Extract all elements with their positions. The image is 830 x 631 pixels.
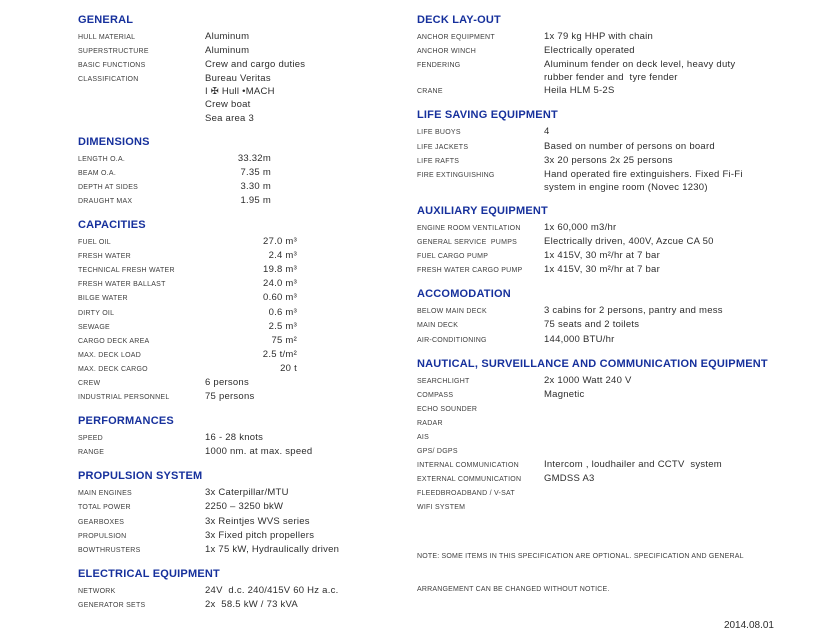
spec-label: ANCHOR EQUIPMENT — [417, 34, 495, 41]
section-capacities — [78, 219, 410, 404]
spec-row — [417, 263, 819, 277]
spec-value — [544, 263, 660, 276]
spec-row — [78, 598, 410, 612]
spec-value — [205, 44, 249, 57]
spec-value-line: 24V d.c. 240/415V 60 Hz a.c. — [205, 584, 339, 596]
spec-value — [205, 529, 314, 542]
spec-value-line: system in engine room (Novec 1230) — [544, 181, 708, 193]
spec-value — [544, 458, 722, 471]
spec-row — [417, 458, 819, 472]
spec-label: INDUSTRIAL PERSONNEL — [78, 394, 170, 402]
spec-label: TECHNICAL FRESH WATER — [78, 267, 175, 275]
section-life-saving — [417, 109, 819, 193]
spec-label: SEARCHLIGHT — [417, 377, 470, 385]
spec-row — [417, 374, 819, 388]
spec-value — [205, 277, 297, 290]
spec-label: BILGE WATER — [78, 295, 128, 303]
spec-value — [544, 44, 635, 57]
spec-value — [544, 168, 743, 194]
spec-row — [417, 472, 819, 486]
spec-row — [78, 44, 410, 58]
spec-value — [205, 58, 305, 71]
spec-row — [78, 180, 410, 194]
spec-value — [544, 388, 585, 401]
spec-value-line: Crew and cargo duties — [205, 59, 306, 71]
section-propulsion — [78, 470, 410, 556]
spec-row — [78, 486, 410, 500]
spec-value-line: Aluminum fender on deck level, heavy duty — [544, 59, 736, 71]
spec-value — [544, 221, 616, 234]
spec-label: MAIN DECK — [417, 322, 459, 330]
spec-value — [205, 180, 271, 193]
spec-row — [417, 388, 819, 402]
spec-label: FUEL CARGO PUMP — [417, 253, 489, 261]
spec-value — [205, 72, 275, 124]
spec-label: ENGINE ROOM VENTILATION — [417, 224, 521, 232]
spec-label: SUPERSTRUCTURE — [78, 48, 149, 56]
section-deck-layout — [417, 14, 819, 98]
spec-value-line: 2.5 m³ — [268, 320, 297, 332]
spec-value — [205, 152, 271, 165]
section-title-capacities: CAPACITIES — [78, 219, 146, 232]
spec-value-line: GMDSS A3 — [544, 473, 595, 485]
section-general — [78, 14, 410, 125]
spec-value — [205, 486, 289, 499]
section-title-nautical: NAUTICAL, SURVEILLANCE AND COMMUNICATION EQUIPMENT — [417, 357, 768, 370]
spec-row — [78, 277, 410, 291]
spec-row — [417, 430, 819, 444]
spec-row — [417, 333, 819, 347]
spec-value-line: 1x 75 kW, Hydraulically driven — [205, 543, 340, 555]
section-title-auxiliary: AUXILIARY EQUIPMENT — [417, 204, 548, 217]
spec-value-line: 2.5 t/m² — [262, 348, 297, 360]
spec-label: FIRE EXTINGUISHING — [417, 171, 495, 179]
spec-value-line: Aluminum — [205, 31, 250, 42]
spec-label: INTERNAL COMMUNICATION — [417, 462, 519, 470]
spec-row — [417, 44, 819, 58]
spec-label: CLASSIFICATION — [78, 76, 139, 84]
spec-label: AIR-CONDITIONING — [417, 336, 487, 344]
spec-label: GENERAL SERVICE PUMPS — [417, 239, 518, 247]
spec-value — [544, 140, 715, 153]
spec-label: TOTAL POWER — [78, 504, 131, 512]
spec-row — [78, 235, 410, 249]
spec-row — [417, 84, 819, 98]
spec-value-line: 75 persons — [205, 391, 255, 403]
spec-value — [544, 249, 660, 262]
spec-row — [417, 30, 819, 44]
spec-label: GENERATOR SETS — [78, 601, 146, 609]
section-title-deck-layout: DECK LAY-OUT — [417, 14, 501, 26]
spec-label: BASIC FUNCTIONS — [78, 62, 146, 70]
spec-value-line: 1x 415V, 30 m²/hr at 7 bar — [544, 250, 660, 262]
section-title-propulsion: PROPULSION SYSTEM — [78, 470, 203, 483]
spec-label: FRESH WATER BALLAST — [78, 281, 166, 289]
spec-value-line: 0.6 m³ — [268, 306, 297, 318]
spec-label: SPEED — [78, 435, 103, 443]
spec-value — [205, 263, 297, 276]
spec-value — [544, 333, 615, 346]
spec-label: HULL MATERIAL — [78, 34, 136, 41]
left-column — [78, 14, 410, 623]
section-title-accomodation: ACCOMODATION — [417, 288, 511, 301]
spec-value-line: Electrically operated — [544, 45, 635, 57]
spec-value-line: Heila HLM 5-2S — [544, 85, 615, 97]
spec-row — [78, 500, 410, 514]
spec-row — [78, 431, 410, 445]
spec-value-line: 1.95 m — [240, 194, 271, 206]
spec-row — [417, 402, 819, 416]
spec-row — [78, 390, 410, 404]
spec-label: MAX. DECK LOAD — [78, 351, 142, 359]
spec-row — [78, 263, 410, 277]
spec-row — [78, 194, 410, 208]
note-line-1: NOTE: SOME ITEMS IN THIS SPECIFICATION ARE OPTIONAL. SPECIFICATION AND GENERAL — [417, 552, 744, 560]
spec-value-line: 3x Reintjes WVS series — [205, 515, 310, 527]
spec-value-line: 144,000 BTU/hr — [544, 333, 615, 345]
spec-value — [205, 30, 249, 43]
spec-row — [78, 249, 410, 263]
spec-value — [205, 291, 297, 304]
spec-value — [205, 376, 249, 389]
section-title-electrical: ELECTRICAL EQUIPMENT — [78, 567, 220, 580]
section-electrical — [78, 568, 410, 612]
section-title-general: GENERAL — [78, 14, 134, 26]
spec-label: COMPASS — [417, 391, 454, 399]
spec-label: CRANE — [417, 88, 443, 96]
spec-row — [78, 30, 410, 44]
spec-value — [544, 30, 653, 43]
spec-value — [205, 249, 297, 262]
spec-value — [205, 584, 338, 597]
spec-value-line: 75 m² — [271, 334, 297, 346]
right-column — [417, 14, 819, 631]
section-title-performances: PERFORMANCES — [78, 415, 174, 428]
spec-row — [78, 584, 410, 598]
spec-value — [205, 320, 297, 333]
spec-value — [544, 472, 595, 485]
spec-value-line: 3x 20 persons 2x 25 persons — [544, 154, 673, 166]
section-dimensions — [78, 136, 410, 208]
spec-row — [417, 444, 819, 458]
spec-row — [78, 320, 410, 334]
spec-label: RADAR — [417, 419, 443, 427]
spec-value — [205, 390, 255, 403]
spec-row — [78, 72, 410, 124]
spec-label: FLEEDBROADBAND / V-SAT — [417, 490, 515, 498]
spec-value-line: 1x 415V, 30 m²/hr at 7 bar — [544, 264, 660, 276]
spec-label: ECHO SOUNDER — [417, 405, 478, 413]
spec-value-line: 16 - 28 knots — [205, 432, 264, 444]
spec-value-line: 19.8 m³ — [263, 264, 297, 276]
spec-value-line: 6 persons — [205, 376, 249, 388]
spec-value-line: Sea area 3 — [205, 112, 254, 124]
spec-label: RANGE — [78, 449, 105, 457]
spec-label: BELOW MAIN DECK — [417, 308, 487, 316]
spec-value-line: 7.35 m — [240, 166, 271, 178]
spec-row — [78, 348, 410, 362]
spec-row — [417, 140, 819, 154]
spec-row — [417, 500, 819, 514]
spec-row — [78, 152, 410, 166]
spec-value — [205, 598, 298, 611]
spec-label: LIFE RAFTS — [417, 157, 460, 165]
spec-row — [78, 515, 410, 529]
spec-value-line: Aluminum — [205, 45, 250, 57]
spec-value-line: 2250 – 3250 bkW — [205, 501, 284, 513]
section-performances — [78, 415, 410, 459]
spec-row — [78, 543, 410, 557]
spec-label: WIFI SYSTEM — [417, 504, 466, 512]
spec-label: LIFE JACKETS — [417, 143, 469, 151]
revision-date: 2014.08.01 — [723, 619, 774, 631]
spec-value — [205, 306, 297, 319]
spec-row — [417, 221, 819, 235]
spec-label: DEPTH AT SIDES — [78, 183, 139, 191]
spec-label: FRESH WATER CARGO PUMP — [417, 267, 523, 275]
spec-value — [544, 154, 673, 167]
spec-value — [205, 445, 312, 458]
spec-row — [417, 168, 819, 194]
spec-value-line: 0.60 m³ — [263, 292, 297, 304]
spec-label: MAX. DECK CARGO — [78, 365, 148, 373]
spec-label: ANCHOR WINCH — [417, 48, 476, 56]
spec-value — [205, 166, 271, 179]
spec-value-line: 3 cabins for 2 persons, pantry and mess — [544, 305, 723, 317]
spec-value-line: 1000 nm. at max. speed — [205, 446, 313, 458]
spec-value-line: 33.32m — [237, 152, 271, 164]
spec-label: CARGO DECK AREA — [78, 337, 150, 345]
section-title-life-saving: LIFE SAVING EQUIPMENT — [417, 109, 558, 122]
spec-row — [417, 416, 819, 430]
section-nautical — [417, 358, 819, 515]
spec-value-line: Electrically driven, 400V, Azcue CA 50 — [544, 236, 714, 248]
spec-label: BOWTHRUSTERS — [78, 546, 141, 554]
spec-value — [205, 235, 297, 248]
spec-row — [78, 529, 410, 543]
spec-value-line: Hand operated fire extinguishers. Fixed Fi-Fi — [544, 168, 743, 180]
spec-row — [78, 445, 410, 459]
spec-value — [544, 58, 735, 84]
section-auxiliary — [417, 205, 819, 277]
spec-row — [417, 125, 819, 139]
spec-value-line: 3.30 m — [240, 180, 271, 192]
spec-value-line: 3x Caterpillar/MTU — [205, 487, 289, 499]
spec-value — [205, 543, 339, 556]
spec-value-line: 24.0 m³ — [263, 278, 297, 290]
spec-label: GPS/ DGPS — [417, 448, 458, 456]
note-line-2: ARRANGEMENT CAN BE CHANGED WITHOUT NOTICE. — [417, 585, 610, 593]
spec-value — [205, 515, 310, 528]
left-column-sections — [78, 14, 410, 612]
spec-label: FUEL OIL — [78, 239, 111, 247]
spec-value — [544, 318, 639, 331]
spec-row — [417, 58, 819, 84]
right-column-sections — [417, 14, 819, 515]
spec-row — [417, 249, 819, 263]
spec-row — [417, 304, 819, 318]
spec-value-line: 75 seats and 2 toilets — [544, 319, 640, 331]
spec-row — [78, 166, 410, 180]
spec-value-line: Bureau Veritas — [205, 73, 271, 85]
spec-value-line: Crew boat — [205, 99, 251, 111]
spec-label: FRESH WATER — [78, 253, 131, 261]
spec-row — [417, 235, 819, 249]
spec-row — [78, 306, 410, 320]
spec-label: AIS — [417, 433, 430, 441]
spec-label: DIRTY OIL — [78, 309, 115, 317]
spec-label: EXTERNAL COMMUNICATION — [417, 476, 522, 484]
spec-row — [78, 58, 410, 72]
spec-row — [78, 376, 410, 390]
spec-value — [205, 500, 283, 513]
spec-value — [544, 125, 550, 138]
spec-label: GEARBOXES — [78, 518, 125, 526]
spec-value-line: 2x 58.5 kW / 73 kVA — [205, 598, 299, 610]
spec-value — [205, 334, 297, 347]
spec-row — [78, 334, 410, 348]
spec-value-line: rubber fender and tyre fender — [544, 72, 678, 84]
spec-value — [544, 374, 632, 387]
spec-value-line: 3x Fixed pitch propellers — [205, 529, 315, 541]
spec-value — [544, 84, 615, 97]
spec-value — [544, 304, 723, 317]
spec-value-line: 1x 60,000 m3/hr — [544, 221, 617, 233]
spec-value-line: 4 — [544, 126, 550, 138]
spec-label: CREW — [78, 379, 101, 387]
spec-row — [417, 154, 819, 168]
spec-value — [205, 348, 297, 361]
spec-value-line: I ✠ Hull •MACH — [205, 86, 275, 98]
spec-value-line: 27.0 m³ — [263, 236, 297, 248]
spec-value-line: 2.4 m³ — [268, 250, 297, 262]
spec-value-line: 2x 1000 Watt 240 V — [544, 374, 632, 386]
spec-label: FENDERING — [417, 62, 461, 70]
spec-value — [205, 431, 263, 444]
spec-label: MAIN ENGINES — [78, 490, 132, 498]
spec-value — [544, 235, 714, 248]
spec-row — [78, 362, 410, 376]
spec-value — [205, 362, 297, 375]
spec-label: PROPULSION — [78, 532, 127, 540]
spec-value-line: 20 t — [280, 362, 297, 374]
spec-row — [417, 486, 819, 500]
section-accomodation — [417, 288, 819, 346]
spec-value-line: Intercom , loudhailer and CCTV system — [544, 459, 722, 471]
spec-label: NETWORK — [78, 587, 116, 595]
spec-label: BEAM O.A. — [78, 169, 117, 177]
section-title-dimensions: DIMENSIONS — [78, 135, 150, 148]
spec-row — [417, 318, 819, 332]
spec-label: SEWAGE — [78, 323, 110, 331]
spec-value-line: Based on number of persons on board — [544, 140, 715, 152]
spec-value-line: Magnetic — [544, 388, 585, 400]
spec-value — [205, 194, 271, 207]
spec-row — [78, 291, 410, 305]
spec-value-line: 1x 79 kg HHP with chain — [544, 31, 654, 42]
spec-label: LIFE BUOYS — [417, 129, 461, 137]
note-text — [417, 529, 819, 617]
spec-label: LENGTH O.A. — [78, 155, 126, 163]
spec-label: DRAUGHT MAX — [78, 197, 133, 205]
